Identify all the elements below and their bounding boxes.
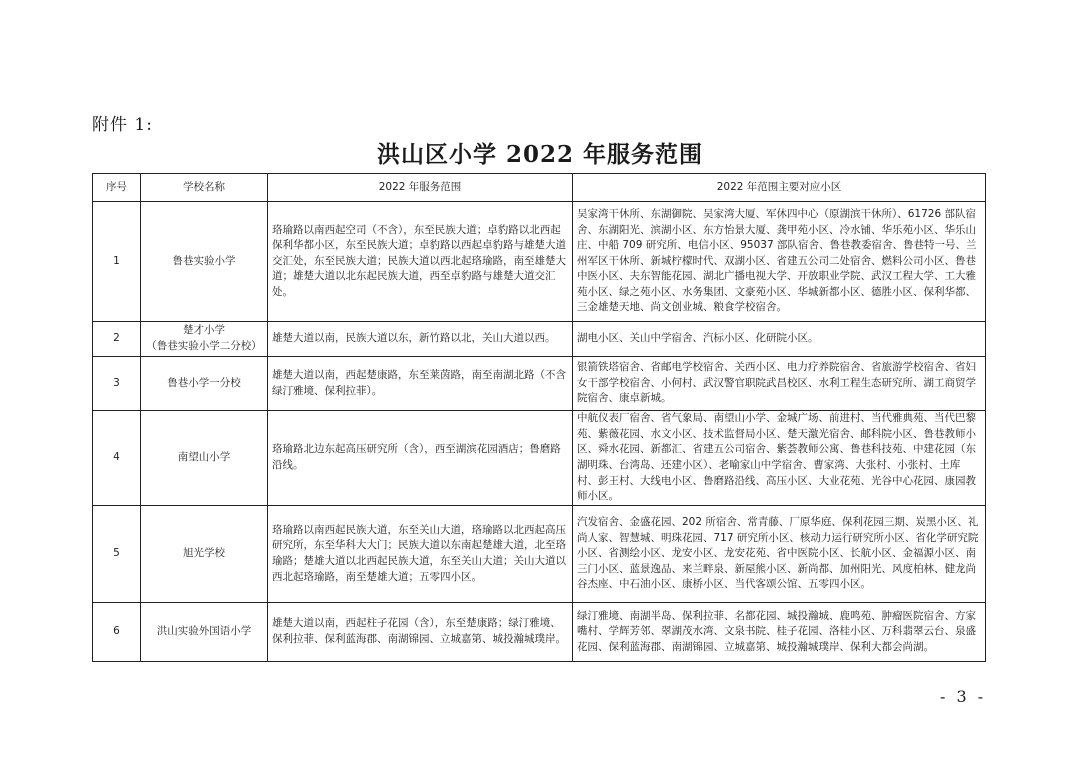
table-row: [93, 603, 986, 662]
row-scope: 雄楚大道以南，西起楚康路，东至莱茵路，南至南湖北路（不含绿汀雅境、保利拉菲）。: [268, 357, 573, 411]
row-no: 4: [93, 411, 141, 506]
row-scope: 珞瑜路以南西起民族大道，东至关山大道，珞瑜路以北西起高压研究所，东至华科大大门；民族大道以东南起楚雄大道，北至珞瑜路；楚雄大道以北西起民族大道，东至关山大道；关山大道以西北起珞瑜路，南至楚雄大道；五零四小区。: [268, 506, 573, 603]
header-areas: 2022 年范围主要对应小区: [573, 174, 986, 202]
header-no: 序号: [93, 174, 141, 202]
row-areas: 中航仪表厂宿舍、省气象局、南望山小学、金城广场、前进村、当代雅典苑、当代巴黎苑、紫薇花园、水文小区、技术监督局小区、楚天激光宿舍、邮科院小区、鲁巷教师小区、舜水花园、新都汇、省建五公司宿舍、紫荟教师公寓、鲁巷科技苑、中建花园（东湖明珠、台湾岛、还建小区）、老喻家山中学宿舍、曹家湾、大张村、小张村、土库村、彭王村、大线电小区、鲁磨路沿线、高压小区、大业花苑、光谷中心花园、康园教师小区。: [573, 411, 986, 506]
row-school: 楚才小学 （鲁巷实验小学二分校）: [141, 322, 268, 357]
row-areas: 银箭铁塔宿舍、省邮电学校宿舍、关西小区、电力疗养院宿舍、省旅游学校宿舍、省妇女干部学校宿舍、小何村、武汉警官职院武昌校区、水利工程生态研究所、湖工商贸学院宿舍、康卓新城。: [573, 357, 986, 411]
row-areas: 湖电小区、关山中学宿舍、汽标小区、化研院小区。: [573, 322, 986, 357]
row-scope: 珞瑜路以南西起空司（不含），东至民族大道；卓豹路以北西起保利华都小区，东至民族大道；卓豹路以西起卓豹路与雄楚大道交汇处，东至民族大道；民族大道以西北起珞瑜路，南至雄楚大道；雄楚大道以北东起民族大道，西至卓豹路与雄楚大道交汇处。: [268, 202, 573, 322]
row-scope: 雄楚大道以南，西起柱子花园（含），东至楚康路；绿汀雅境、保利拉菲、保利蓝海郡、南湖锦园、立城嘉第、城投瀚城璞岸。: [268, 603, 573, 662]
table-row: [93, 357, 986, 411]
row-no: 6: [93, 603, 141, 662]
row-areas: 汽发宿舍、金盛花园、202 所宿舍、常青藤、厂原华庭、保利花园三期、炭黑小区、礼尚人家、智慧城、明珠花园、717 研究所小区、核动力运行研究所小区、省化学研究院小区、省测绘小区、龙安小区、龙安花苑、省中医院小区、长航小区、金福源小区、南三门小区、蓝景逸品、来兰畔泉、新屋熊小区、新尚都、加州阳光、风度柏林、健龙尚谷杰座、中石油小区、康桥小区、当代客颂公馆、五零四小区。: [573, 506, 986, 603]
row-school: 旭光学校: [141, 506, 268, 603]
row-no: 3: [93, 357, 141, 411]
document-title: 洪山区小学 2022 年服务范围: [376, 141, 704, 168]
header-scope: 2022 年服务范围: [268, 174, 573, 202]
row-scope: 珞瑜路北边东起高压研究所（含），西至湖滨花园酒店；鲁磨路沿线。: [268, 411, 573, 506]
row-scope: 雄楚大道以南，民族大道以东，新竹路以北，关山大道以西。: [268, 322, 573, 357]
row-school: 鲁巷实验小学: [141, 202, 268, 322]
attachment-label: 附件 1:: [92, 115, 153, 135]
row-no: 5: [93, 506, 141, 603]
row-school: 洪山实验外国语小学: [141, 603, 268, 662]
row-school: 南望山小学: [141, 411, 268, 506]
row-areas: 绿汀雅境、南湖半岛、保利拉菲、名都花园、城投瀚城、鹿鸣苑、肿瘤医院宿舍、方家嘴村、学辉芳邻、翠湖茂水湾、文泉书院、桂子花园、洛桂小区、万科翡翠云台、泉盛花园、保利蓝海郡、南湖锦园、立城嘉第、城投瀚城璞岸、保利大都会尚湖。: [573, 603, 986, 662]
table-row: [93, 411, 986, 506]
table-row: [93, 202, 986, 322]
header-school: 学校名称: [141, 174, 268, 202]
page-number: - 3 -: [940, 687, 987, 706]
row-areas: 吴家湾干休所、东湖御院、吴家湾大厦、军休四中心（原湖滨干休所）、61726 部队宿舍、东湖阳光、滨湖小区、东方怡景大厦、龚甲苑小区、冷水铺、华乐苑小区、华乐山庄、中船 709 研究所、电信小区、95037 部队宿舍、鲁巷教委宿舍、鲁巷特一号、兰州军区干休所、新城柠檬时代、双湖小区、省建五公司二处宿舍、燃料公司小区、鲁巷中医小区、夫东智能花园、湖北广播电视大学、开放职业学院、武汉工程大学、工大雅苑小区、绿之苑小区、水务集团、文豪苑小区、华城新都小区、德胜小区、保利华都、三金雄楚天地、尚文创业城、粮食学校宿舍。: [573, 202, 986, 322]
table-row: [93, 322, 986, 357]
table-row: [93, 506, 986, 603]
table-header-row: [93, 174, 986, 202]
row-school: 鲁巷小学一分校: [141, 357, 268, 411]
row-no: 2: [93, 322, 141, 357]
service-scope-table: [92, 173, 986, 662]
row-no: 1: [93, 202, 141, 322]
